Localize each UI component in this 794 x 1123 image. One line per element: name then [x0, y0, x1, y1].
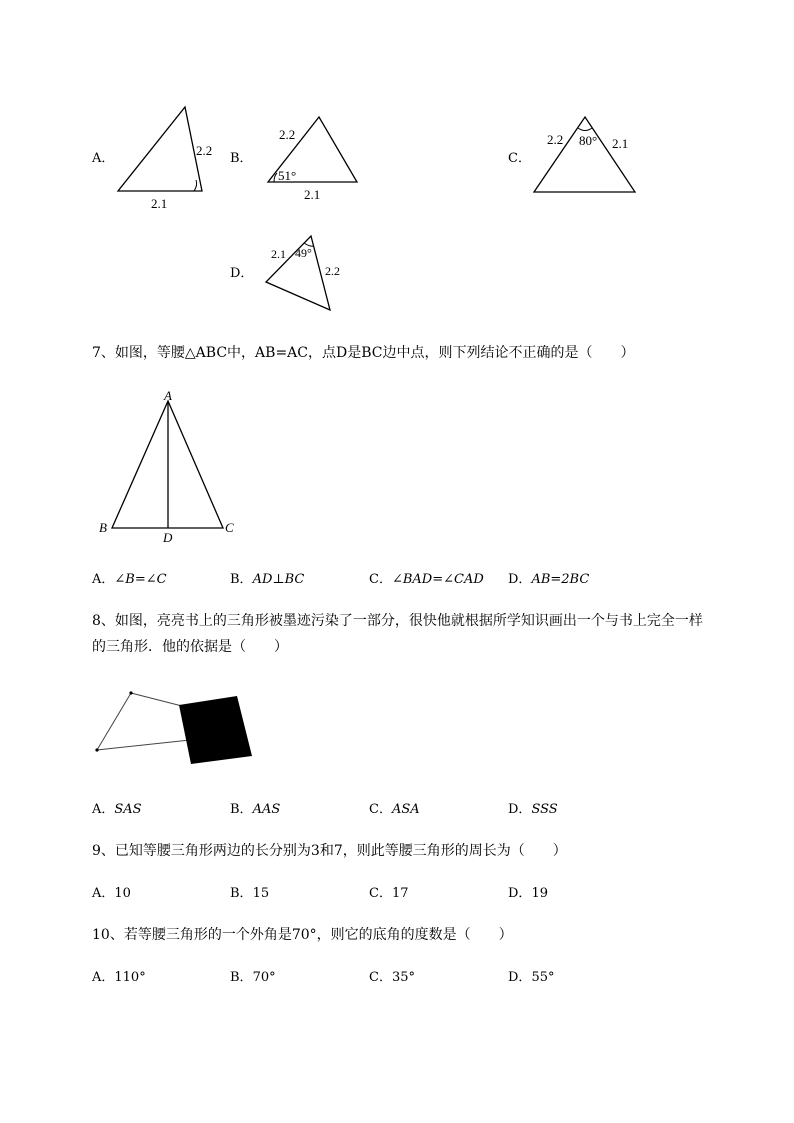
q9-option-b[interactable]: B．15 [230, 886, 270, 901]
q6-triangle-b [262, 112, 372, 204]
q7-option-a[interactable]: A．∠B=∠C [92, 572, 167, 587]
q7-label-a: A [164, 388, 172, 403]
q7-stem: 7、如图，等腰△ABC中，AB=AC，点D是BC边中点，则下列结论不正确的是（ ） [92, 345, 635, 361]
q6-triangle-c [528, 110, 648, 198]
q6-a-side-label: 2.2 [196, 143, 213, 158]
q9-option-a[interactable]: A．10 [92, 886, 131, 901]
q8-figure [90, 684, 260, 770]
q8-option-c[interactable]: C．ASA [369, 802, 420, 817]
q6-b-angle-label: 51° [278, 168, 297, 183]
q6-c-angle-label: 80° [579, 133, 598, 148]
q9-stem: 9、已知等腰三角形两边的长分别为3和7，则此等腰三角形的周长为（ ） [92, 843, 567, 859]
q6-d-angle-label: 49° [295, 246, 312, 260]
q6-a-base-label: 2.1 [151, 196, 168, 211]
q6-c-left-label: 2.2 [547, 132, 564, 147]
q6-d-left-label: 2.1 [271, 247, 286, 261]
q7-option-c[interactable]: C．∠BAD=∠CAD [369, 572, 484, 587]
q6-option-d-letter[interactable]: D． [230, 266, 254, 281]
q6-option-a-letter[interactable]: A． [92, 151, 115, 166]
q8-stem-line1: 8、如图，亮亮书上的三角形被墨迹污染了一部分，很快他就根据所学知识画出一个与书上完全一样 [92, 613, 703, 629]
q6-b-side-label: 2.2 [279, 127, 296, 142]
q7-label-b: B [99, 520, 107, 535]
q10-option-b[interactable]: B．70° [230, 970, 276, 985]
q10-stem: 10、若等腰三角形的一个外角是70°，则它的底角的度数是（ ） [92, 927, 513, 943]
q6-d-right-label: 2.2 [325, 264, 340, 278]
q7-option-b[interactable]: B．AD⊥BC [230, 572, 305, 587]
q8-option-a[interactable]: A．SAS [92, 802, 142, 817]
q9-option-d[interactable]: D．19 [508, 886, 548, 901]
q6-triangle-a [110, 100, 220, 212]
q6-c-right-label: 2.1 [612, 136, 629, 151]
q10-option-c[interactable]: C．35° [369, 970, 415, 985]
q8-option-d[interactable]: D．SSS [508, 802, 558, 817]
q6-triangle-d [260, 230, 350, 314]
q6-option-b-letter[interactable]: B． [230, 151, 253, 166]
q7-figure [92, 384, 252, 546]
q9-option-c[interactable]: C．17 [369, 886, 409, 901]
q7-label-d: D [163, 530, 173, 545]
q10-option-a[interactable]: A．110° [92, 970, 146, 985]
q10-option-d[interactable]: D．55° [508, 970, 555, 985]
q6-b-base-label: 2.1 [304, 187, 321, 202]
q7-option-d[interactable]: D．AB=2BC [508, 572, 590, 587]
q6-option-c-letter[interactable]: C． [508, 151, 531, 166]
q8-option-b[interactable]: B．AAS [230, 802, 281, 817]
q7-label-c: C [225, 520, 234, 535]
q8-stem-line2: 的三角形．他的依据是（ ） [92, 639, 288, 655]
ink-blot [179, 696, 252, 764]
